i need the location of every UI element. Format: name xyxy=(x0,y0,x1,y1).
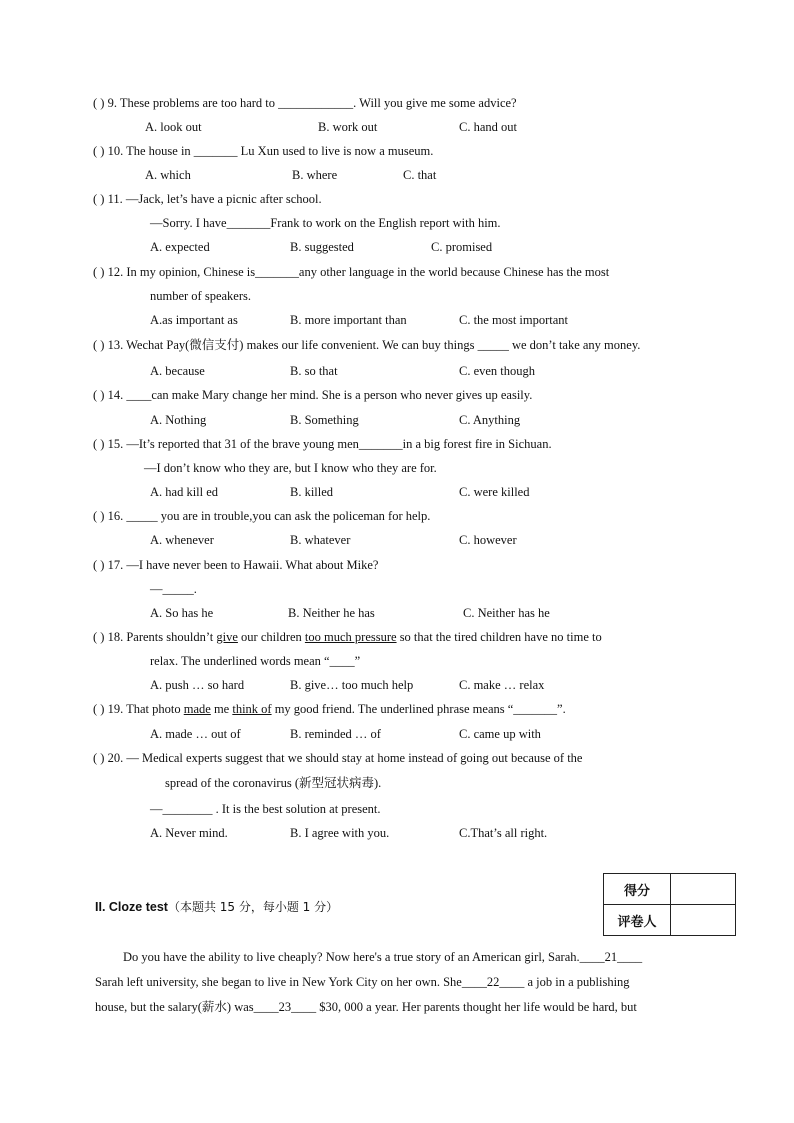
section-heading xyxy=(95,899,338,915)
passage-line-1: Do you have the ability to live cheaply? Now here's a true story of an American girl, Sarah.____21____ xyxy=(123,950,643,964)
question-13-stem: ( ) 13. Wechat Pay(微信支付) makes our life convenient. We can buy things _____ we don’t take any money. xyxy=(93,338,641,352)
question-10-option-a: A. which xyxy=(145,168,191,182)
question-18-stem: ( ) 18. Parents shouldn’t give our children too much pressure so that the tired children have no time to xyxy=(93,630,602,644)
question-20-stem-cont: spread of the coronavirus (新型冠状病毒). xyxy=(165,776,382,790)
grader-value-cell xyxy=(671,905,736,936)
question-10-option-b: B. where xyxy=(292,168,338,182)
question-19-stem: ( ) 19. That photo made me think of my good friend. The underlined phrase means “_______”. xyxy=(93,702,566,716)
question-20-stem: ( ) 20. — Medical experts suggest that we should stay at home instead of going out because of the xyxy=(93,751,583,765)
question-20-option-b: B. I agree with you. xyxy=(290,826,390,840)
question-19-option-a: A. made … out of xyxy=(150,727,241,741)
question-12-option-a: A.as important as xyxy=(150,313,238,327)
question-20-option-c: C.That’s all right. xyxy=(459,826,548,840)
question-9-option-a: A. look out xyxy=(145,120,202,134)
question-14-option-b: B. Something xyxy=(290,413,359,427)
score-box xyxy=(603,873,736,936)
question-15-option-b: B. killed xyxy=(290,485,334,499)
question-18-option-a: A. push … so hard xyxy=(150,678,245,692)
question-15-stem-reply: —I don’t know who they are, but I know who they are for. xyxy=(144,461,437,475)
question-15-option-a: A. had kill ed xyxy=(150,485,219,499)
question-11-stem: ( ) 11. —Jack, let’s have a picnic after school. xyxy=(93,192,322,206)
question-17-stem-reply: —_____. xyxy=(150,582,197,596)
question-18-option-c: C. make … relax xyxy=(459,678,545,692)
question-20-option-a: A. Never mind. xyxy=(150,826,228,840)
question-14-option-c: C. Anything xyxy=(459,413,521,427)
question-16-stem: ( ) 16. _____ you are in trouble,you can ask the policeman for help. xyxy=(93,509,431,523)
blank-23: ____23____ xyxy=(253,1000,317,1014)
grader-label: 评卷人 xyxy=(604,905,671,936)
passage-line-2: Sarah left university, she began to live in New York City on her own. She____22____ a job in a publishing xyxy=(95,975,630,989)
question-14-option-a: A. Nothing xyxy=(150,413,207,427)
question-12-option-c: C. the most important xyxy=(459,313,569,327)
question-11-option-a: A. expected xyxy=(150,240,210,254)
question-13-option-c: C. even though xyxy=(459,364,536,378)
underlined-phrase-think-of: think of xyxy=(232,702,272,716)
question-16-option-a: A. whenever xyxy=(150,533,214,547)
question-11-stem-reply: —Sorry. I have_______Frank to work on the English report with him. xyxy=(150,216,501,230)
question-12-stem: ( ) 12. In my opinion, Chinese is_______any other language in the world because Chinese has the most xyxy=(93,265,610,279)
score-label: 得分 xyxy=(604,874,671,905)
section-title: II. Cloze test xyxy=(95,900,168,914)
question-10-stem: ( ) 10. The house in _______ Lu Xun used to live is now a museum. xyxy=(93,144,434,158)
question-9-stem: ( ) 9. These problems are too hard to ____________. Will you give me some advice? xyxy=(93,96,517,110)
question-11-option-b: B. suggested xyxy=(290,240,354,254)
question-11-option-c: C. promised xyxy=(431,240,493,254)
question-19-option-c: C. came up with xyxy=(459,727,541,741)
score-value-cell xyxy=(671,874,736,905)
question-17-option-b: B. Neither he has xyxy=(288,606,375,620)
underlined-word-made: made xyxy=(183,702,211,716)
question-12-option-b: B. more important than xyxy=(290,313,407,327)
question-12-stem-cont: number of speakers. xyxy=(150,289,252,303)
question-17-stem: ( ) 17. —I have never been to Hawaii. What about Mike? xyxy=(93,558,379,572)
section-note: （本题共 15 分，每小题 1 分） xyxy=(167,900,339,914)
question-14-stem: ( ) 14. ____can make Mary change her mind. She is a person who never gives up easily. xyxy=(93,388,533,402)
question-15-option-c: C. were killed xyxy=(459,485,530,499)
question-10-option-c: C. that xyxy=(403,168,437,182)
passage-line-3: house, but the salary(薪水) was____23____ $30, 000 a year. Her parents thought her life would be hard, but xyxy=(95,1000,637,1014)
blank-22: ____22____ xyxy=(461,975,525,989)
blank-21: ____21____ xyxy=(579,950,643,964)
question-15-stem: ( ) 15. —It’s reported that 31 of the brave young men_______in a big forest fire in Sichuan. xyxy=(93,437,552,451)
question-18-option-b: B. give… too much help xyxy=(290,678,414,692)
question-9-option-b: B. work out xyxy=(318,120,378,134)
question-13-option-a: A. because xyxy=(150,364,205,378)
question-20-stem-reply: —________ . It is the best solution at present. xyxy=(150,802,381,816)
question-9-option-c: C. hand out xyxy=(459,120,517,134)
question-18-stem-cont: relax. The underlined words mean “____” xyxy=(150,654,361,668)
underlined-phrase-too-much-pressure: too much pressure xyxy=(304,630,397,644)
question-19-option-b: B. reminded … of xyxy=(290,727,381,741)
question-17-option-c: C. Neither has he xyxy=(463,606,550,620)
question-13-option-b: B. so that xyxy=(290,364,338,378)
underlined-word-give: give xyxy=(216,630,238,644)
question-16-option-c: C. however xyxy=(459,533,517,547)
question-17-option-a: A. So has he xyxy=(150,606,214,620)
question-16-option-b: B. whatever xyxy=(290,533,351,547)
